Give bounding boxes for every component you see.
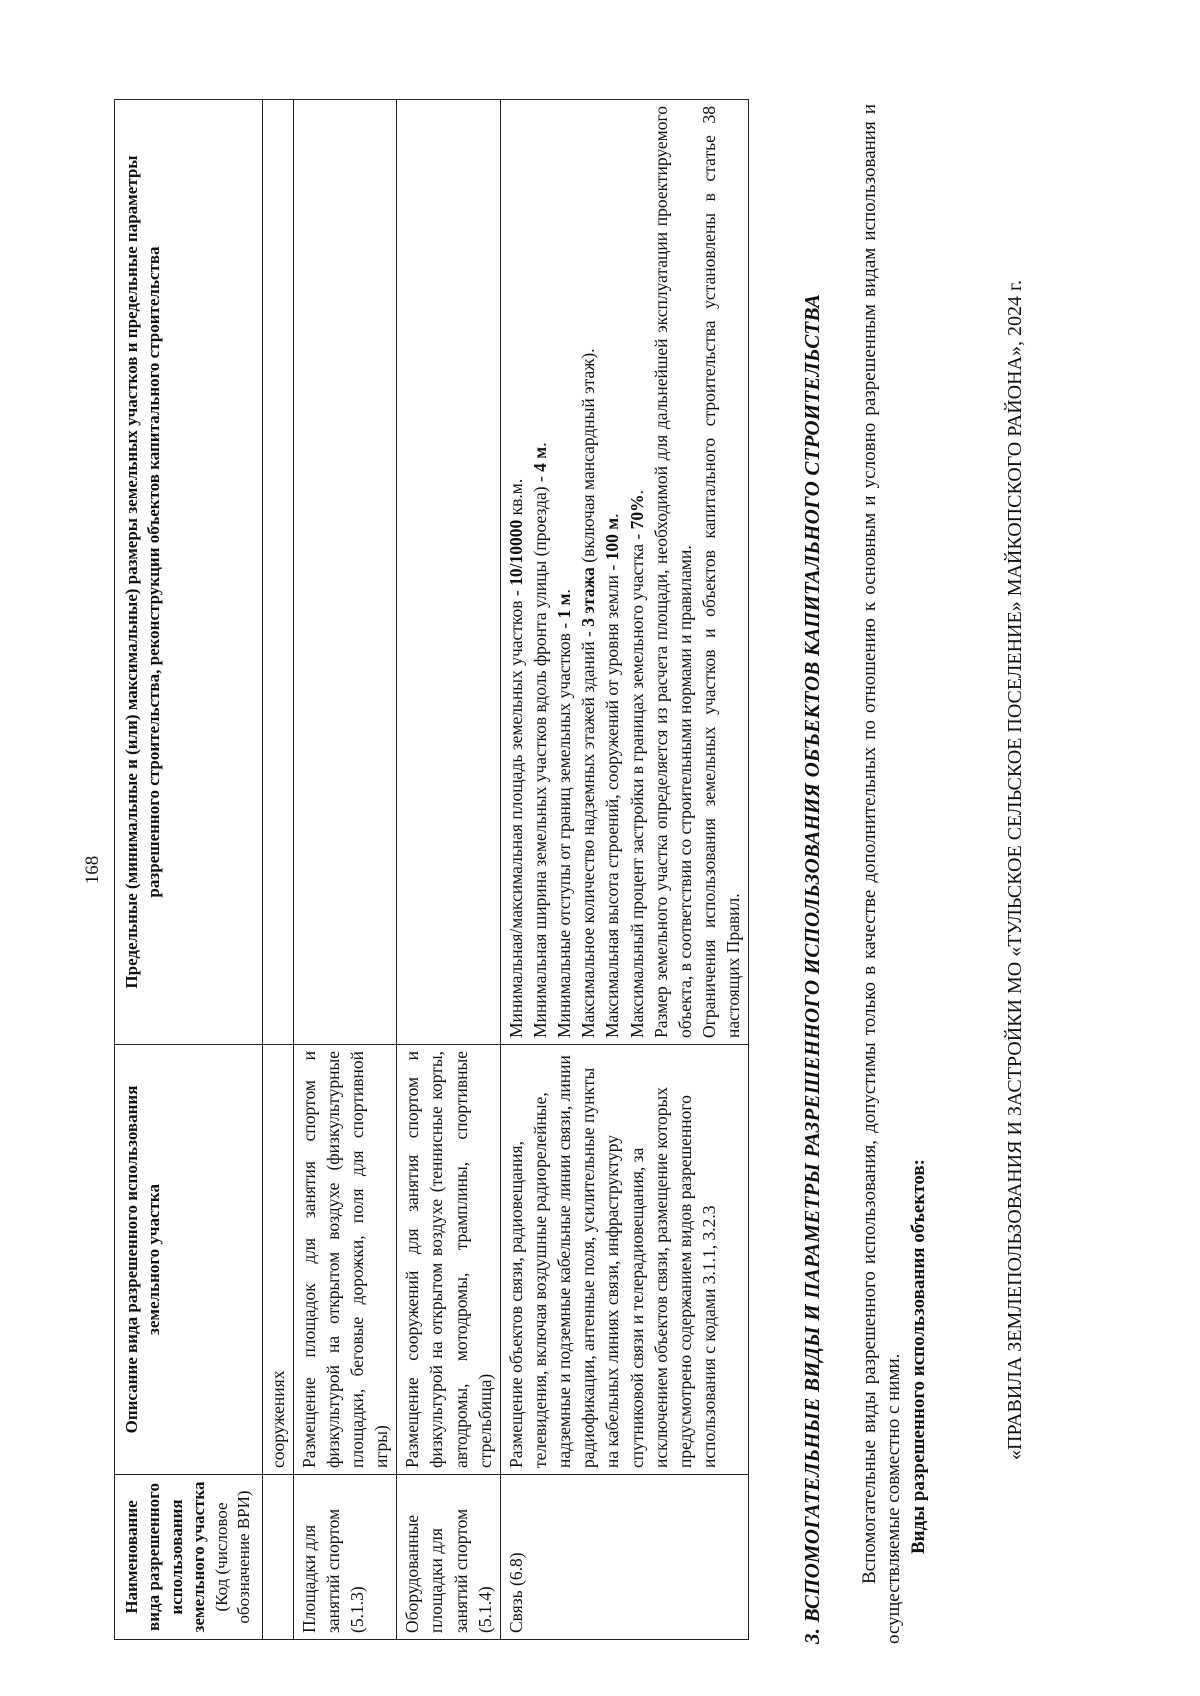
permitted-use-table xyxy=(114,99,749,1640)
row-parameters xyxy=(262,100,293,1045)
param-line: Минимальная/максимальная площадь земельных участков - 10/10000 кв.м. xyxy=(505,478,526,1038)
row-parameters xyxy=(500,100,748,1045)
param-line: Максимальная высота строений, сооружений от уровня земли - 100 м. xyxy=(602,513,623,1038)
rotated-page xyxy=(72,90,1152,1650)
table-row xyxy=(262,100,293,1640)
row-name: Площадки для занятий спортом (5.1.3) xyxy=(293,1475,397,1640)
param-line: Размер земельного участка определяется из расчета площади, необходимой для дальнейшей эксплуатации проектируемого объекта, в соответствии со строительными нормами и правилами. xyxy=(650,106,695,1038)
table-row xyxy=(293,100,397,1640)
row-parameters xyxy=(397,100,501,1045)
param-line: Ограничения использования земельных участков и объектов капитального строительства установлены в статье 38 настоящих Правил. xyxy=(699,106,744,1038)
param-line: Минимальные отступы от границ земельных участков - 1 м. xyxy=(554,589,575,1038)
header-name xyxy=(115,1475,263,1640)
section-paragraph: Вспомогательные виды разрешенного использования, допустимы только в качестве дополнительных по отношению к основным и условно разрешенным видам использования и осуществляемые совместно с ними. xyxy=(859,104,904,1644)
row-description: Размещение площадок для занятия спортом и физкультурой на открытом воздухе (физкультурные площадки, беговые дорожки, поля для спортивной игры) xyxy=(293,1045,397,1475)
table-row xyxy=(397,100,501,1640)
row-name: Связь (6.8) xyxy=(500,1475,748,1640)
header-name-code: (Код (числовое обозначение ВРИ) xyxy=(211,1490,254,1624)
row-parameters xyxy=(293,100,397,1045)
header-parameters: Предельные (минимальные и (или) максимальные) размеры земельных участков и предельные параметры разрешенного строительства, реконструкции объектов капитального строительства xyxy=(115,100,263,1045)
row-name xyxy=(262,1475,293,1640)
section-title: 3. ВСПОМОГАТЕЛЬНЫЕ ВИДЫ И ПАРАМЕТРЫ РАЗРЕШЕННОГО ИСПОЛЬЗОВАНИЯ ОБЪЕКТОВ КАПИТАЛЬНОГО СТРОИТЕЛЬСТВА xyxy=(800,293,824,1644)
table-row xyxy=(500,100,748,1640)
page-footer: «ПРАВИЛА ЗЕМЛЕПОЛЬЗОВАНИЯ И ЗАСТРОЙКИ МО «ТУЛЬСКОЕ СЕЛЬСКОЕ ПОСЕЛЕНИЕ» МАЙКОПСКОГО РАЙОНА», 2024 г. xyxy=(1004,280,1026,1460)
param-line: Максимальное количество надземных этажей зданий - 3 этажа (включая мансардный этаж). xyxy=(578,348,599,1038)
row-description: Размещение сооружений для занятия спортом и физкультурой на открытом воздухе (теннисные корты, автодромы, мотодромы, трамплины, спортивные стрельбища) xyxy=(397,1045,501,1475)
param-line: Максимальный процент застройки в границах земельного участка - 70%. xyxy=(626,489,647,1038)
header-description: Описание вида разрешенного использования земельного участка xyxy=(115,1045,263,1475)
param-line: Минимальная ширина земельных участков вдоль фронта улицы (проезда) - 4 м. xyxy=(530,442,551,1038)
row-name: Оборудованные площадки для занятий спортом (5.1.4) xyxy=(397,1475,501,1640)
table-header-row xyxy=(115,100,263,1640)
row-description: Размещение объектов связи, радиовещания, телевидения, включая воздушные радиорелейные, надземные и подземные кабельные линии связи, линии радиофикации, антенные поля, усилительные пункты на кабельных линиях связи, инфраструктуру спутниковой связи и телерадиовещания, за исключением объектов связи, размещение которых предусмотрено содержанием видов разрешенного использования с кодами 3.1.1, 3.2.3 xyxy=(500,1045,748,1475)
row-description: сооружениях xyxy=(262,1045,293,1475)
header-name-text: Наименование вида разрешенного использования земельного участка xyxy=(122,1481,209,1633)
page-number: 168 xyxy=(82,855,103,885)
section-subheading: Виды разрешенного использования объектов: xyxy=(908,1159,929,1554)
